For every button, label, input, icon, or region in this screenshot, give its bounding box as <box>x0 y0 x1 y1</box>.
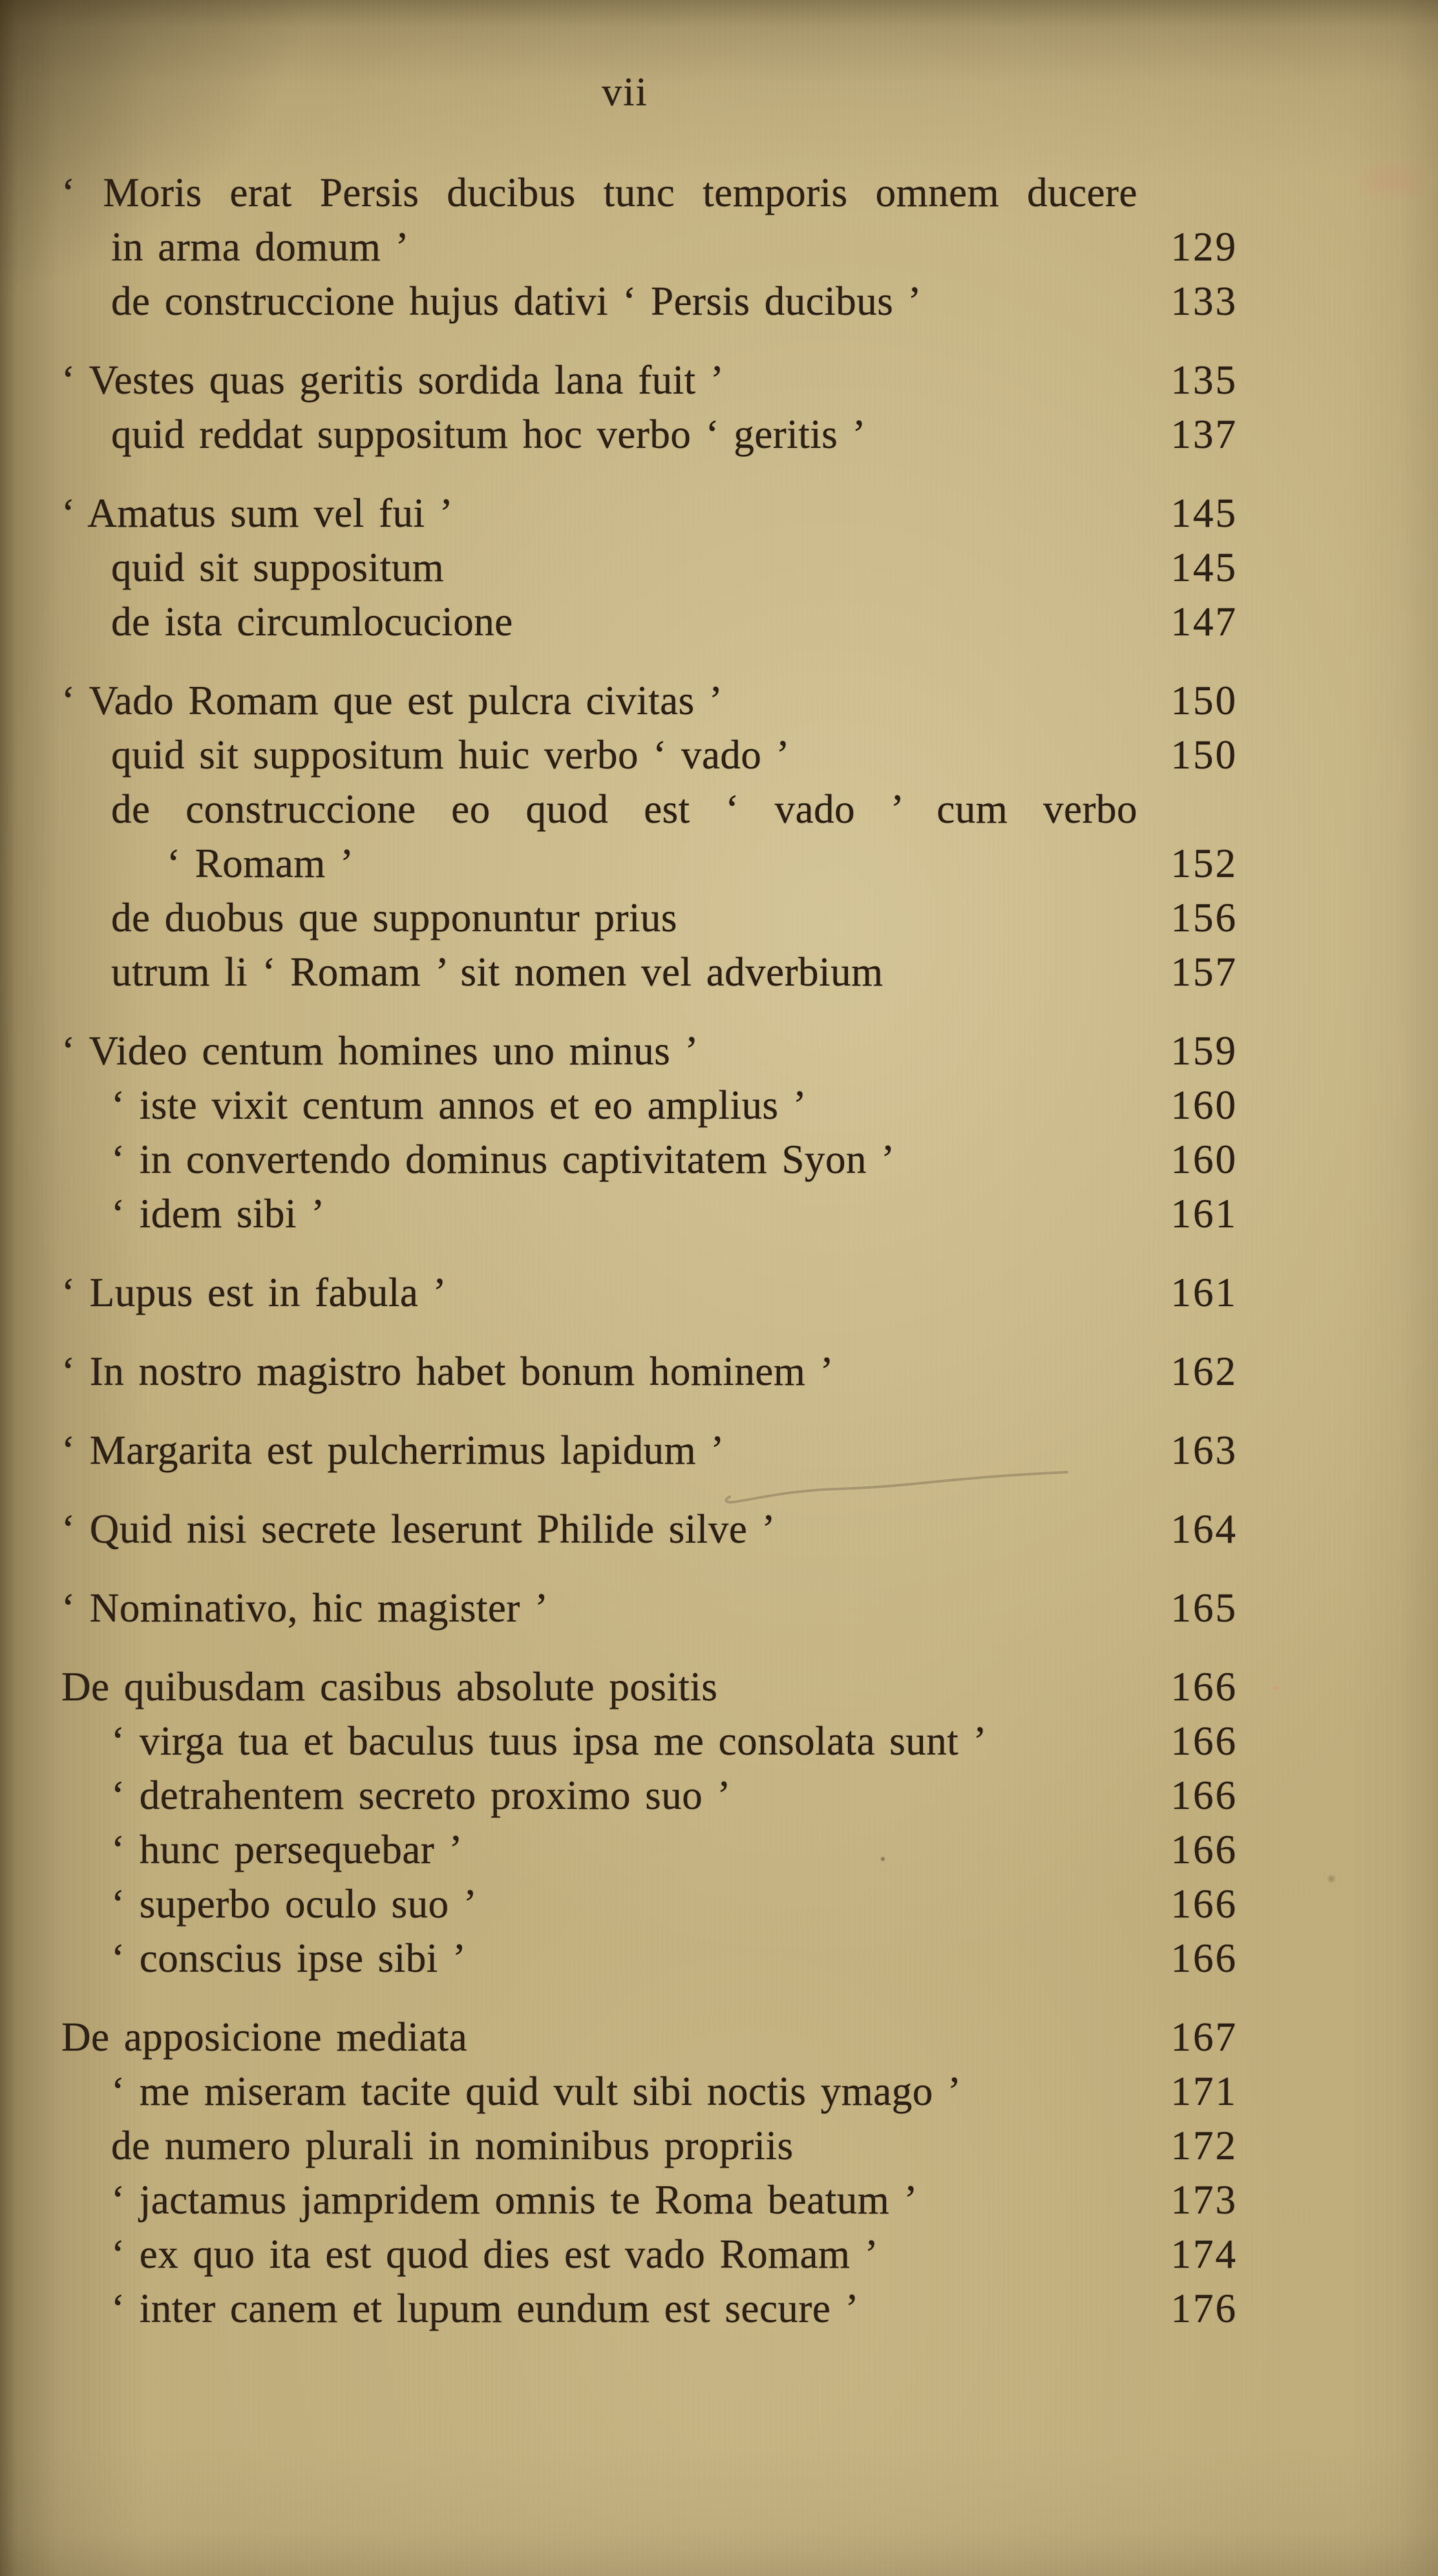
entry-text: ‘ ex quo ita est quod dies est vado Romam ’ <box>111 2232 879 2277</box>
entry-page-number: 172 <box>1170 2123 1238 2168</box>
entry-text: in arma domum ’ <box>111 224 410 269</box>
toc-entry <box>0 945 1438 999</box>
toc-entry <box>0 2010 1438 2064</box>
entry-text: ‘ Vado Romam que est pulcra civitas ’ <box>61 678 723 723</box>
entry-text: ‘ iste vixit centum annos et eo amplius ’ <box>111 1082 807 1128</box>
entry-page-number: 156 <box>1170 895 1238 940</box>
toc-group <box>0 1660 1438 1985</box>
entry-text: ‘ Moris erat Persis ducibus tunc temporis omnem ducere <box>61 170 1137 215</box>
toc-entry <box>0 1132 1438 1187</box>
entry-page-number: 166 <box>1170 1936 1238 1981</box>
entry-text: ‘ In nostro magistro habet bonum hominem ’ <box>61 1349 834 1394</box>
entry-text: ‘ Amatus sum vel fui ’ <box>61 491 454 536</box>
entry-page-number: 174 <box>1170 2232 1238 2277</box>
toc-entry <box>0 1024 1438 1078</box>
toc-entry <box>0 1931 1438 1985</box>
toc-entry <box>0 1078 1438 1132</box>
entry-page-number: 147 <box>1170 599 1238 644</box>
entry-text: ‘ hunc persequebar ’ <box>111 1827 463 1872</box>
toc-group <box>0 1423 1438 1477</box>
entry-page-number: 150 <box>1170 678 1238 723</box>
entry-page-number: 159 <box>1170 1028 1238 1073</box>
toc-group <box>0 486 1438 649</box>
toc-entry <box>0 540 1438 595</box>
toc-entry <box>0 891 1438 945</box>
toc-group <box>0 2010 1438 2336</box>
toc-group <box>0 1502 1438 1556</box>
entry-page-number: 171 <box>1170 2069 1238 2114</box>
toc-entry <box>0 782 1438 836</box>
entry-page-number: 173 <box>1170 2177 1238 2222</box>
entry-page-number: 145 <box>1170 491 1238 536</box>
paper-speck <box>1272 1684 1278 1692</box>
entry-page-number: 166 <box>1170 1881 1238 1927</box>
entry-text: ‘ Quid nisi secrete leserunt Philide silve ’ <box>61 1506 776 1552</box>
toc-entry <box>0 1502 1438 1556</box>
entry-page-number: 129 <box>1170 224 1238 269</box>
entry-text: De apposicione mediata <box>61 2014 468 2060</box>
toc-entry <box>0 1768 1438 1822</box>
toc-entry <box>0 1265 1438 1320</box>
entry-text: ‘ Margarita est pulcherrimus lapidum ’ <box>61 1428 724 1473</box>
entry-text: ‘ in convertendo dominus captivitatem Syon ’ <box>111 1137 895 1182</box>
entry-text: quid reddat suppositum hoc verbo ‘ geritis ’ <box>111 412 867 457</box>
entry-page-number: 157 <box>1170 949 1238 995</box>
entry-text: ‘ Vestes quas geritis sordida lana fuit ’ <box>61 357 724 403</box>
folio-page-number: vii <box>602 70 648 114</box>
entry-page-number: 145 <box>1170 545 1238 590</box>
entry-text: ‘ jactamus jampridem omnis te Roma beatum ’ <box>111 2177 918 2222</box>
toc-group <box>0 1344 1438 1399</box>
entry-text: De quibusdam casibus absolute positis <box>61 1664 718 1709</box>
entry-text: utrum li ‘ Romam ’ sit nomen vel adverbium <box>111 949 883 995</box>
toc-entry <box>0 165 1438 220</box>
toc-entry <box>0 2227 1438 2281</box>
entry-text: ‘ Romam ’ <box>167 841 354 886</box>
toc-entry <box>0 2281 1438 2336</box>
toc-entry <box>0 220 1438 274</box>
entry-text: de construccione hujus dativi ‘ Persis ducibus ’ <box>111 279 922 324</box>
entry-page-number: 167 <box>1170 2014 1238 2060</box>
entry-text: ‘ idem sibi ’ <box>111 1191 325 1236</box>
entry-text: ‘ detrahentem secreto proximo suo ’ <box>111 1773 731 1818</box>
toc-entry <box>0 1187 1438 1241</box>
entry-page-number: 165 <box>1170 1585 1238 1631</box>
entry-page-number: 150 <box>1170 732 1238 777</box>
entry-text: de duobus que supponuntur prius <box>111 895 677 940</box>
entry-page-number: 166 <box>1170 1773 1238 1818</box>
entry-page-number: 133 <box>1170 279 1238 324</box>
paper-speck <box>1326 1874 1337 1883</box>
entry-page-number: 166 <box>1170 1718 1238 1764</box>
entry-text: quid sit suppositum huic verbo ‘ vado ’ <box>111 732 790 777</box>
toc-group <box>0 165 1438 328</box>
toc-entry <box>0 1344 1438 1399</box>
entry-text: ‘ Lupus est in fabula ’ <box>61 1270 447 1315</box>
toc-entry <box>0 595 1438 649</box>
toc-group <box>0 1024 1438 1241</box>
entry-text: de construccione eo quod est ‘ vado ’ cum verbo <box>111 787 1137 832</box>
entry-text: ‘ me miseram tacite quid vult sibi noctis ymago ’ <box>111 2069 962 2114</box>
entry-page-number: 163 <box>1170 1428 1238 1473</box>
entry-page-number: 161 <box>1170 1270 1238 1315</box>
entry-page-number: 166 <box>1170 1664 1238 1709</box>
entry-page-number: 160 <box>1170 1082 1238 1128</box>
toc-entry <box>0 1714 1438 1768</box>
entry-text: ‘ superbo oculo suo ’ <box>111 1881 478 1927</box>
toc-entry <box>0 486 1438 540</box>
entry-page-number: 135 <box>1170 357 1238 403</box>
toc-group <box>0 353 1438 461</box>
toc-entry <box>0 1877 1438 1931</box>
toc-entry <box>0 1822 1438 1877</box>
entry-page-number: 160 <box>1170 1137 1238 1182</box>
toc-entry <box>0 274 1438 328</box>
toc-entry <box>0 407 1438 461</box>
toc-entry <box>0 1660 1438 1714</box>
entry-text: ‘ virga tua et baculus tuus ipsa me consolata sunt ’ <box>111 1718 988 1764</box>
entry-text: ‘ inter canem et lupum eundum est secure ’ <box>111 2286 860 2331</box>
entry-page-number: 166 <box>1170 1827 1238 1872</box>
entry-text: de numero plurali in nominibus propriis <box>111 2123 794 2168</box>
entry-text: quid sit suppositum <box>111 545 445 590</box>
pencil-squiggle-mark <box>721 1466 1073 1507</box>
toc-entry <box>0 728 1438 782</box>
entry-page-number: 161 <box>1170 1191 1238 1236</box>
entry-text: ‘ conscius ipse sibi ’ <box>111 1936 467 1981</box>
entry-page-number: 176 <box>1170 2286 1238 2331</box>
toc-entry <box>0 2064 1438 2118</box>
toc-group <box>0 1265 1438 1320</box>
entry-text: de ista circumlocucione <box>111 599 513 644</box>
toc-group <box>0 1581 1438 1635</box>
table-of-contents <box>0 165 1438 2360</box>
entry-text: ‘ Nominativo, hic magister ’ <box>61 1585 549 1631</box>
toc-entry <box>0 1581 1438 1635</box>
entry-page-number: 152 <box>1170 841 1238 886</box>
entry-text: ‘ Video centum homines uno minus ’ <box>61 1028 699 1073</box>
toc-entry <box>0 2173 1438 2227</box>
entry-page-number: 137 <box>1170 412 1238 457</box>
toc-entry <box>0 2118 1438 2173</box>
toc-entry <box>0 836 1438 891</box>
entry-page-number: 162 <box>1170 1349 1238 1394</box>
ink-speck <box>880 1856 885 1862</box>
toc-entry <box>0 673 1438 728</box>
toc-entry <box>0 353 1438 407</box>
toc-entry <box>0 1423 1438 1477</box>
entry-page-number: 164 <box>1170 1506 1238 1552</box>
toc-group <box>0 673 1438 999</box>
